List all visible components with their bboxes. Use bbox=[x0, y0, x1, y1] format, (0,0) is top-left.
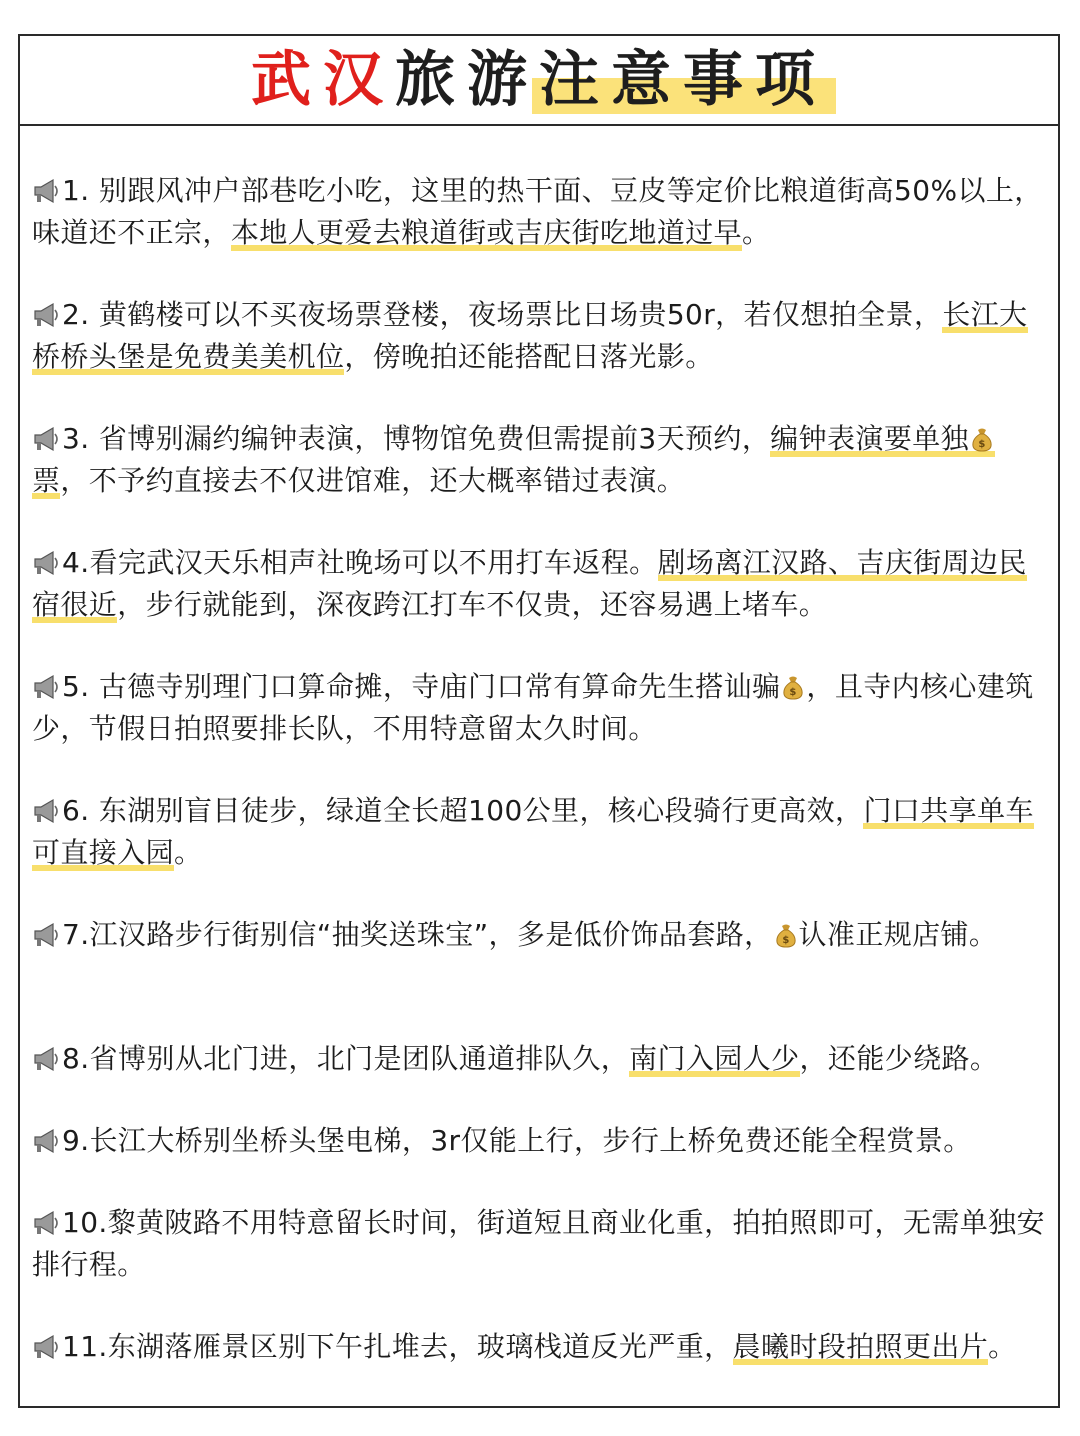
tip-item bbox=[32, 1120, 1046, 1162]
tip-item bbox=[32, 1326, 1046, 1368]
tip-item bbox=[32, 1038, 1046, 1080]
tip-text: 11.东湖落雁景区别下午扎堆去，玻璃栈道反光严重， bbox=[62, 1330, 733, 1363]
tip-item bbox=[32, 418, 1046, 502]
tip-item bbox=[32, 790, 1046, 874]
tip-text-end: ，还能少绕路。 bbox=[799, 1042, 999, 1075]
tip-item bbox=[32, 1202, 1046, 1286]
tip-highlight: 门口共享单车可直接入园 bbox=[32, 794, 1034, 869]
tip-highlight: 长江大桥桥头堡是免费美美机位 bbox=[32, 298, 1028, 373]
tip-highlight-part: 编钟表演要单独 bbox=[770, 422, 970, 455]
tip-item bbox=[32, 666, 1046, 750]
tip-text: 3. 省博别漏约编钟表演，博物馆免费但需提前3天预约， bbox=[62, 422, 771, 455]
megaphone-icon bbox=[32, 798, 60, 824]
tip-highlight-part: 票 bbox=[32, 464, 61, 497]
tip-text: 9.长江大桥别坐桥头堡电梯，3r仅能上行，步行上桥免费还能全程赏景。 bbox=[62, 1124, 972, 1157]
tip-highlight: 南门入园人少 bbox=[629, 1042, 800, 1075]
tip-item bbox=[32, 914, 1046, 956]
tip-highlight: 晨曦时段拍照更出片 bbox=[732, 1330, 989, 1363]
tip-text-end: ，不予约直接去不仅进馆难，还大概率错过表演。 bbox=[60, 464, 686, 497]
megaphone-icon bbox=[32, 302, 60, 328]
tip-text-end: ，步行就能到，深夜跨江打车不仅贵，还容易遇上堵车。 bbox=[117, 588, 828, 621]
tip-highlight: 剧场离江汉路、吉庆街周边民宿很近 bbox=[32, 546, 1027, 621]
tip-text: 6. 东湖别盲目徒步，绿道全长超100公里，核心段骑行更高效， bbox=[62, 794, 864, 827]
megaphone-icon bbox=[32, 178, 60, 204]
tip-text: 5. 古德寺别理门口算命摊，寺庙门口常有算命先生搭讪骗 bbox=[62, 670, 781, 703]
title-bar bbox=[20, 36, 1058, 126]
tip-text: 2. 黄鹤楼可以不买夜场票登楼，夜场票比日场贵50r，若仅想拍全景， bbox=[62, 298, 943, 331]
title-subject: 旅游注意事项 bbox=[395, 45, 827, 115]
megaphone-icon bbox=[32, 1210, 60, 1236]
money-bag-icon bbox=[782, 674, 804, 700]
tips-card bbox=[18, 34, 1060, 1408]
megaphone-icon bbox=[32, 426, 60, 452]
megaphone-icon bbox=[32, 550, 60, 576]
megaphone-icon bbox=[32, 1128, 60, 1154]
tip-text: 4.看完武汉天乐相声社晚场可以不用打车返程。 bbox=[62, 546, 658, 579]
money-bag-icon bbox=[775, 922, 797, 948]
page-title bbox=[20, 44, 1058, 116]
tip-text-end: ，傍晚拍还能搭配日落光影。 bbox=[344, 340, 714, 373]
tip-text: 10.黎黄陂路不用特意留长时间，街道短且商业化重，拍拍照即可，无需单独安排行程。 bbox=[32, 1206, 1045, 1281]
tip-item bbox=[32, 294, 1046, 378]
tip-text-end: 。 bbox=[988, 1330, 1017, 1363]
megaphone-icon bbox=[32, 1046, 60, 1072]
tip-text-end: 。 bbox=[742, 216, 771, 249]
money-bag-icon bbox=[971, 426, 993, 452]
tip-item bbox=[32, 542, 1046, 626]
megaphone-icon bbox=[32, 1334, 60, 1360]
tip-text-end: ，且寺内核心建筑少，节假日拍照要排长队，不用特意留太久时间。 bbox=[32, 670, 1034, 745]
title-city: 武汉 bbox=[251, 45, 395, 115]
megaphone-icon bbox=[32, 922, 60, 948]
tip-text-end: 。 bbox=[174, 836, 203, 869]
tip-highlight: 本地人更爱去粮道街或吉庆街吃地道过早 bbox=[230, 216, 743, 249]
tip-text-end: 认准正规店铺。 bbox=[798, 918, 998, 951]
tip-text: 1. 别跟风冲户部巷吃小吃，这里的热干面、豆皮等定价比粮道街高50%以上，味道还不正宗， bbox=[32, 174, 1043, 249]
tip-text: 8.省博别从北门进，北门是团队通道排队久， bbox=[62, 1042, 630, 1075]
megaphone-icon bbox=[32, 674, 60, 700]
tip-text: 7.江汉路步行街别信“抽奖送珠宝”，多是低价饰品套路， bbox=[62, 918, 773, 951]
tip-item bbox=[32, 170, 1046, 254]
